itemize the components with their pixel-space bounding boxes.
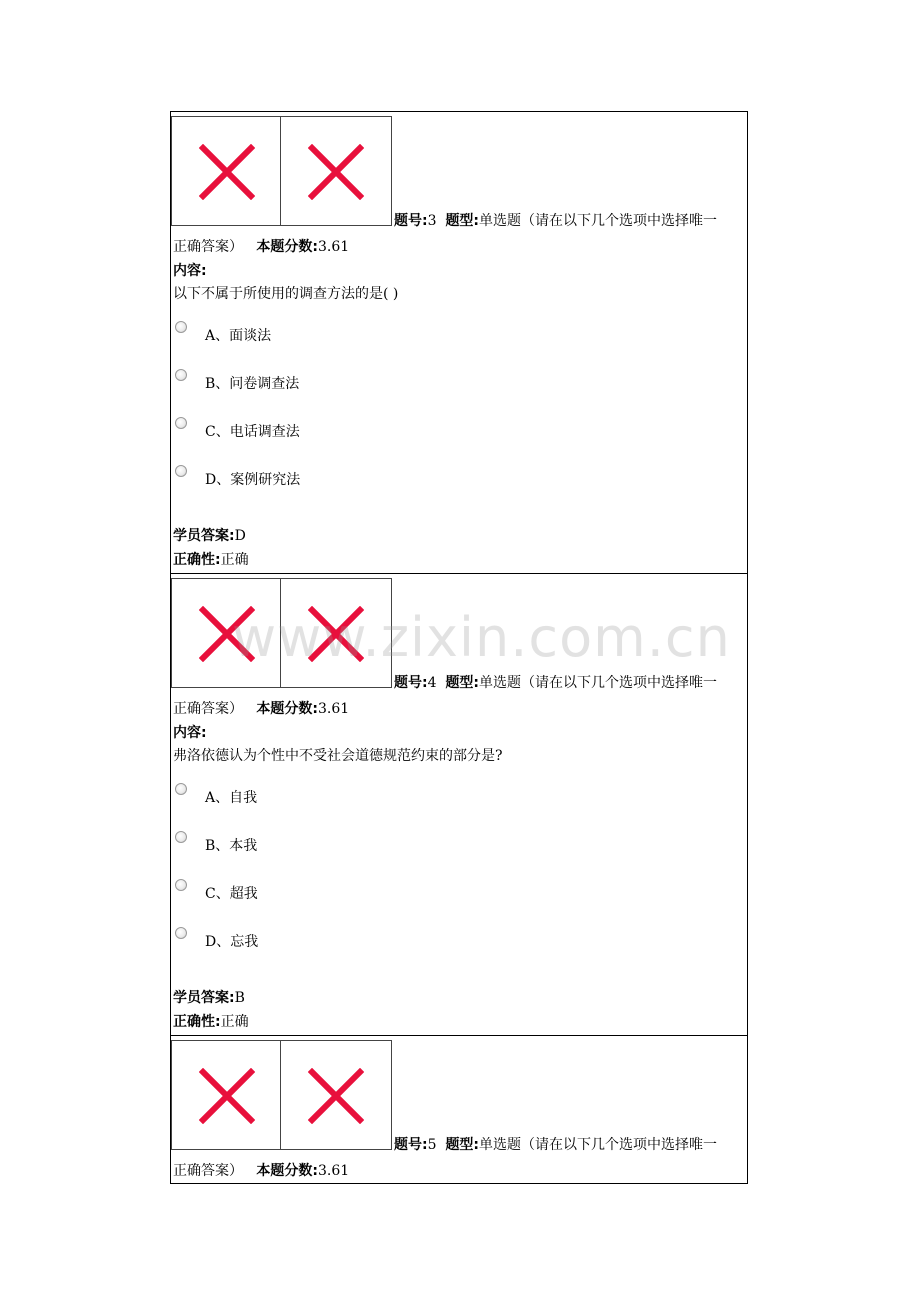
question-score: 3.61 [317, 1163, 350, 1179]
student-answer [173, 527, 246, 545]
content-label: 内容: [173, 725, 207, 741]
correctness-label: 正确性: [173, 1014, 221, 1030]
student-answer-label: 学员答案: [173, 990, 235, 1006]
question-meta-line1 [394, 212, 717, 230]
question-number: 4 [427, 675, 437, 691]
option-label: D、忘我 [205, 934, 259, 950]
broken-image-icon [281, 578, 392, 688]
question-meta-line2 [173, 238, 349, 256]
header-images [171, 1040, 392, 1152]
question-block [170, 573, 748, 1035]
question-number: 3 [427, 213, 437, 229]
broken-image-icon [171, 578, 281, 688]
option-label: A、自我 [205, 790, 258, 806]
question-meta-line1 [394, 674, 717, 692]
correctness-value: 正确 [220, 552, 249, 568]
question-type: 单选题（请在以下几个选项中选择唯一 [479, 675, 718, 691]
broken-image-icon [171, 116, 281, 226]
correctness-value: 正确 [220, 1014, 249, 1030]
question-block [170, 1035, 748, 1184]
broken-image-icon [281, 116, 392, 226]
question-meta-line2 [173, 1162, 349, 1180]
student-answer-value: B [234, 990, 245, 1006]
option-label: C、电话调查法 [205, 424, 300, 440]
qtype-label: 题型: [445, 1137, 480, 1153]
student-answer-label: 学员答案: [173, 528, 235, 544]
correctness [173, 1013, 249, 1031]
qnum-label: 题号: [394, 675, 428, 691]
broken-image-icon [281, 1040, 392, 1150]
question-number: 5 [427, 1137, 437, 1153]
radio-button[interactable] [175, 321, 187, 333]
question-meta-line2 [173, 700, 349, 718]
qtype-label: 题型: [445, 675, 480, 691]
correctness-label: 正确性: [173, 552, 221, 568]
content-label-row [173, 262, 207, 280]
student-answer-value: D [234, 528, 246, 544]
question-type-cont: 正确答案） [173, 1163, 243, 1179]
radio-button[interactable] [175, 465, 187, 477]
radio-button[interactable] [175, 879, 187, 891]
question-text: 以下不属于所使用的调查方法的是( ) [173, 286, 399, 302]
question-type: 单选题（请在以下几个选项中选择唯一 [479, 1137, 718, 1153]
radio-button[interactable] [175, 417, 187, 429]
option-label: D、案例研究法 [205, 472, 301, 488]
watermark: www.zixin.com.cn [232, 606, 731, 669]
question-block [170, 111, 748, 573]
option-label: C、超我 [205, 886, 258, 902]
option-label: A、面谈法 [205, 328, 272, 344]
option-label: B、本我 [205, 838, 258, 854]
question-list [170, 111, 748, 1184]
header-images [171, 578, 392, 690]
student-answer [173, 989, 245, 1007]
content-label-row [173, 724, 207, 742]
content-label: 内容: [173, 263, 207, 279]
radio-button[interactable] [175, 927, 187, 939]
qtype-label: 题型: [445, 213, 480, 229]
radio-button[interactable] [175, 831, 187, 843]
question-meta-line1 [394, 1136, 717, 1154]
question-type-cont: 正确答案） [173, 239, 243, 255]
score-label: 本题分数: [256, 1163, 318, 1179]
question-score: 3.61 [317, 239, 350, 255]
qnum-label: 题号: [394, 1137, 428, 1153]
broken-image-icon [171, 1040, 281, 1150]
correctness [173, 551, 249, 569]
score-label: 本题分数: [256, 239, 318, 255]
score-label: 本题分数: [256, 701, 318, 717]
radio-button[interactable] [175, 369, 187, 381]
radio-button[interactable] [175, 783, 187, 795]
question-type: 单选题（请在以下几个选项中选择唯一 [479, 213, 718, 229]
option-label: B、问卷调查法 [205, 376, 300, 392]
header-images [171, 116, 392, 228]
question-score: 3.61 [317, 701, 350, 717]
question-type-cont: 正确答案） [173, 701, 243, 717]
question-text: 弗洛依德认为个性中不受社会道德规范约束的部分是? [173, 748, 503, 764]
qnum-label: 题号: [394, 213, 428, 229]
